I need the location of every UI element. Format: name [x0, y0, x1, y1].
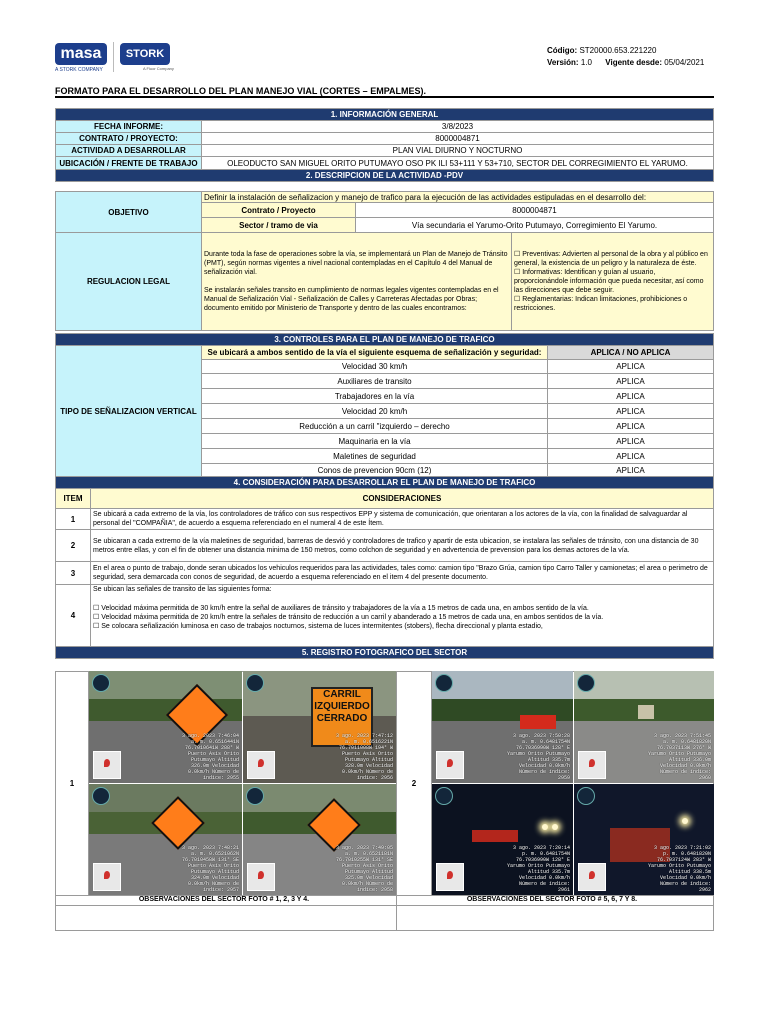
regulacion-right — [512, 233, 714, 331]
observations-2: OBSERVACIONES DEL SECTOR FOTO # 5, 6, 7 Y 8. — [466, 896, 638, 903]
regulacion-left-p1: Durante toda la fase de operaciones sobre la vía, se implementará un Plan de Manejo de Tránsito (PMT), según normas vigentes a nivel nacional contempladas en el Capítulo 4 del Manual de señalización vial. — [204, 251, 508, 276]
consideracion-item-number: 4 — [56, 585, 91, 647]
truck — [638, 705, 654, 719]
objetivo-text: Definir la instalación de señalizacion y manejo de trafico para la ejecución de las actividades estipuladas en el desarrollo del: — [202, 192, 714, 203]
regulacion-informativas: ☐ Informativas: Identifican y guían al usuario, proporcionándole información que pueda necesitar, así como las direcciones que debe seguir. — [514, 269, 704, 294]
photo-4 — [243, 784, 396, 895]
photo-6 — [574, 671, 714, 783]
map-pin-icon — [436, 751, 464, 779]
masa-logo: masa — [55, 43, 107, 65]
section-5-title: 5. REGISTRO FOTOGRAFICO DEL SECTOR — [56, 647, 714, 659]
control-aplica: APLICA — [548, 389, 714, 404]
doc-valid-value: 05/04/2021 — [664, 58, 705, 67]
stork-logo: STORK — [120, 43, 170, 65]
consideracion-text: Se ubicará a cada extremo de la vía, los controladores de tráfico con sus respectivos EPP y sistema de comunicación, que orientaran a los actores de la vía, con la finalidad de salvaguardar al personal del "COMPAÑIA", de acuerdo a esquema referenciado en el numeral 4 de este Ítem. — [91, 509, 714, 530]
contrato-label: CONTRATO / PROYECTO: — [56, 133, 202, 145]
photo-gps-stamp: 3 ago. 2023 7:50:28 a. m. 0.6481754N 76.7036990W 128° E Yarumo Orito Putumayo Altitud 335.7m Velocidad 0.0km/h Número de índice: 2959 — [506, 733, 570, 781]
regulacion-reglamentarias: ☐ Reglamentarias: Indican limitaciones, prohibiciones o restricciones. — [514, 296, 688, 312]
photo-1 — [89, 671, 242, 783]
section-4-table — [55, 476, 714, 659]
doc-version-label: Versión: — [547, 58, 579, 67]
control-item: Trabajadores en la vía — [202, 389, 548, 404]
photo-gps-stamp: 3 ago. 2023 7:21:02 p. m. 0.6481820N 76.7037124W 283° W Yarumo Orito Putumayo Altitud 338.5m Velocidad 0.0km/h Número de índice: 2962 — [647, 845, 711, 893]
objetivo-label: OBJETIVO — [56, 192, 202, 233]
photo-gps-stamp: 3 ago. 2023 7:47:12 a. m. 0.6516221N 76.7011008W 194° W Puerto Asís Orito Putumayo Altitud 328.0m Velocidad 0.0km/h Número de índice: 2956 — [335, 733, 393, 781]
regulacion-label: REGULACION LEGAL — [56, 233, 202, 331]
row4-line: ☐ Se colocara señalización luminosa en caso de trabajos nocturnos, sistema de luces intermitentes (stobers), flecha direccional y planta estadio, — [93, 623, 543, 630]
consideracion-item-number: 2 — [56, 530, 91, 562]
control-item: Reducción a un carril "izquierdo – derecho — [202, 419, 548, 434]
regulacion-left — [202, 233, 512, 331]
control-item: Auxiliares de transito — [202, 374, 548, 389]
map-pin-icon — [247, 751, 275, 779]
control-item: Velocidad 30 km/h — [202, 360, 548, 374]
observations-1: OBSERVACIONES DEL SECTOR FOTO # 1, 2, 3 Y 4. — [138, 896, 310, 903]
control-item: Maletines de seguridad — [202, 449, 548, 464]
doc-version-value: 1.0 — [580, 58, 592, 67]
row4-head: Se ubican las señales de transito de las siguientes forma: — [93, 586, 272, 593]
section-1-title: 1. INFORMACIÓN GENERAL — [56, 109, 714, 121]
fecha-value: 3/8/2023 — [202, 121, 714, 133]
map-pin-icon — [93, 751, 121, 779]
objetivo-contrato-value: 8000004871 — [356, 203, 714, 218]
tipo-senalizacion-label: TIPO DE SEÑALIZACION VERTICAL — [56, 346, 202, 478]
objetivo-sector-label: Sector / tramo de via — [202, 218, 356, 233]
compass-icon — [246, 674, 264, 692]
control-item: Conos de prevencion 90cm (12) — [202, 464, 548, 478]
control-aplica: APLICA — [548, 449, 714, 464]
row4-line: ☐ Velocidad máxima permitida de 20 km/h entre la señales de tránsito de reducción a un carril y abanderado a 15 metros de cada una, en ambos sentidos de la vía. — [93, 614, 604, 621]
ubicacion-value: OLEODUCTO SAN MIGUEL ORITO PUTUMAYO OSO PK ILI 53+111 Y 53+710, SECTOR DEL CORREGIMIENTO EL YARUMO. — [202, 157, 714, 170]
doc-code-value: ST20000.653.221220 — [579, 46, 657, 55]
compass-icon — [435, 787, 453, 805]
masa-logo-subtitle: A STORK COMPANY — [55, 67, 103, 73]
photo-gps-stamp: 3 ago. 2023 7:51:45 a. m. 0.6481820N 76.7037113W 276° W Yarumo Orito Putumayo Altitud 336.0m Velocidad 0.0km/h Número de índice: 2960 — [647, 733, 711, 781]
photo-gps-stamp: 3 ago. 2023 7:49:05 a. m. 0.6521181N 76.7010255W 131° SE Puerto Asís Orito Putumayo Altitud 325.0m Velocidad 0.0km/h Número de índice: 2958 — [335, 845, 393, 893]
control-aplica: APLICA — [548, 404, 714, 419]
row4-line: ☐ Velocidad máxima permitida de 30 km/h entre la señal de auxiliares de tránsito y trabajadores de la vía a 15 metros de cada una, en ambos sentido de la vía. — [93, 605, 589, 612]
control-aplica: APLICA — [548, 360, 714, 374]
controls-header-text: Se ubicará a ambos sentido de la vía el siguiente esquema de señalización y seguridad: — [202, 346, 548, 360]
item-header: ITEM — [56, 489, 91, 509]
photo-2 — [243, 671, 396, 783]
control-aplica: APLICA — [548, 434, 714, 449]
compass-icon — [435, 674, 453, 692]
map-pin-icon — [247, 863, 275, 891]
contrato-value: 8000004871 — [202, 133, 714, 145]
red-barrier — [472, 830, 518, 842]
compass-icon — [577, 674, 595, 692]
photo-gps-stamp: 3 ago. 2023 7:20:14 p. m. 0.6481754N 76.7036990W 128° E Yarumo Orito Putumayo Altitud 335.7m Velocidad 0.0km/h Número de índice: 2961 — [506, 845, 570, 893]
compass-icon — [92, 787, 110, 805]
doc-code-label: Código: — [547, 46, 578, 55]
section-3-title: 3. CONTROLES PARA EL PLAN DE MANEJO DE TRAFICO — [56, 334, 714, 346]
ubicacion-label: UBICACIÓN / FRENTE DE TRABAJO — [56, 157, 202, 170]
actividad-label: ACTIVIDAD A DESARROLLAR — [56, 145, 202, 157]
compass-icon — [246, 787, 264, 805]
section-4-title: 4. CONSIDERACIÓN PARA DESARROLLAR EL PLAN DE MANEJO DE TRAFICO — [56, 477, 714, 489]
control-item: Velocidad 20 km/h — [202, 404, 548, 419]
photo-7 — [432, 784, 573, 895]
map-pin-icon — [578, 863, 606, 891]
doc-version — [547, 58, 704, 67]
map-pin-icon — [578, 751, 606, 779]
title-rule — [55, 96, 714, 98]
aplica-header: APLICA / NO APLICA — [548, 346, 714, 360]
vehicle-light — [552, 824, 558, 830]
section-2-table — [55, 191, 714, 331]
photo-gps-stamp: 3 ago. 2023 7:48:21 a. m. 0.6521062N 76.7010458W 131° SE Puerto Asís Orito Putumayo Altitud 324.0m Velocidad 0.0km/h Número de índice: 2957 — [181, 845, 239, 893]
photo-group-number: 1 — [56, 672, 89, 896]
red-barrier — [520, 715, 556, 729]
photo-5 — [432, 671, 573, 783]
actividad-value: PLAN VIAL DIURNO Y NOCTURNO — [202, 145, 714, 157]
logo-divider — [113, 42, 114, 72]
section-2-title: 2. DESCRIPCION DE LA ACTIVIDAD -PDV — [56, 170, 714, 182]
control-aplica: APLICA — [548, 374, 714, 389]
document-title: FORMATO PARA EL DESARROLLO DEL PLAN MANEJO VIAL (CORTES – EMPALMES). — [55, 86, 427, 96]
compass-icon — [577, 787, 595, 805]
closed-lane-sign: CARRIL IZQUIERDO CERRADO — [311, 687, 373, 747]
compass-icon — [92, 674, 110, 692]
consideracion-text — [91, 585, 714, 647]
consideracion-item-number: 1 — [56, 509, 91, 530]
consideracion-text: En el area o punto de trabajo, donde seran ubicados los vehiculos requeridos para las actividades, tales como: camion tipo "Brazo Grúa, camion tipo Carro Taller y camionetas; el area o perimetro de seguridad, sera demarcada con conos de seguridad, de acuerdo a esquema referenciado en el item 4 del presente documento. — [91, 562, 714, 585]
section-3-table — [55, 333, 714, 478]
vehicle-light — [542, 824, 548, 830]
fecha-label: FECHA INFORME: — [56, 121, 202, 133]
control-aplica: APLICA — [548, 419, 714, 434]
consideracion-text: Se ubicaran a cada extremo de la vía maletines de seguridad, barreras de desvió y controladores de trafico y apartir de esta ubicacion, se instalara las señales de tránsito, con una distancia de 30 metros entre ellas, y con el fin de obtener una distancia minima de 150 metros, como colchon de seguridad y en advertencia de prevension para los demas actores de la vía. — [91, 530, 714, 562]
photo-8 — [574, 784, 714, 895]
objetivo-sector-value: Vía secundaria el Yarumo-Orito Putumayo, Corregimiento El Yarumo. — [356, 218, 714, 233]
map-pin-icon — [436, 863, 464, 891]
doc-code — [547, 46, 656, 55]
map-pin-icon — [93, 863, 121, 891]
consideracion-item-number: 3 — [56, 562, 91, 585]
control-aplica: APLICA — [548, 464, 714, 478]
regulacion-left-p2: Se instalarán señales transito en cumplimiento de normas legales vigentes contempladas en el Manual de Señalización Vial - Señalización de Calles y Carreteras Afectadas por Obras; documento emitido por Ministerio de Transporte y dentro de las cuales encontramos: — [204, 287, 499, 312]
regulacion-preventivas: ☐ Preventivas: Advierten al personal de la obra y al público en general, la existencia de un peligro y la naturaleza de éste. — [514, 251, 708, 267]
photo-3 — [89, 784, 242, 895]
vehicle-light — [682, 818, 688, 824]
consideraciones-header: CONSIDERACIONES — [91, 489, 714, 509]
doc-valid-label: Vigente desde: — [605, 58, 663, 67]
photo-gps-stamp: 3 ago. 2023 7:46:04 a. m. 0.6516441N 76.7010641W 288° W Puerto Asís Orito Putumayo Altitud 326.0m Velocidad 0.0km/h Número de índice: 2955 — [181, 733, 239, 781]
photo-group-number: 2 — [397, 672, 432, 896]
control-item: Maquinaria en la vía — [202, 434, 548, 449]
stork-logo-subtitle: A Fluor Company — [143, 66, 174, 71]
objetivo-contrato-label: Contrato / Proyecto — [202, 203, 356, 218]
section-1-table — [55, 108, 714, 182]
